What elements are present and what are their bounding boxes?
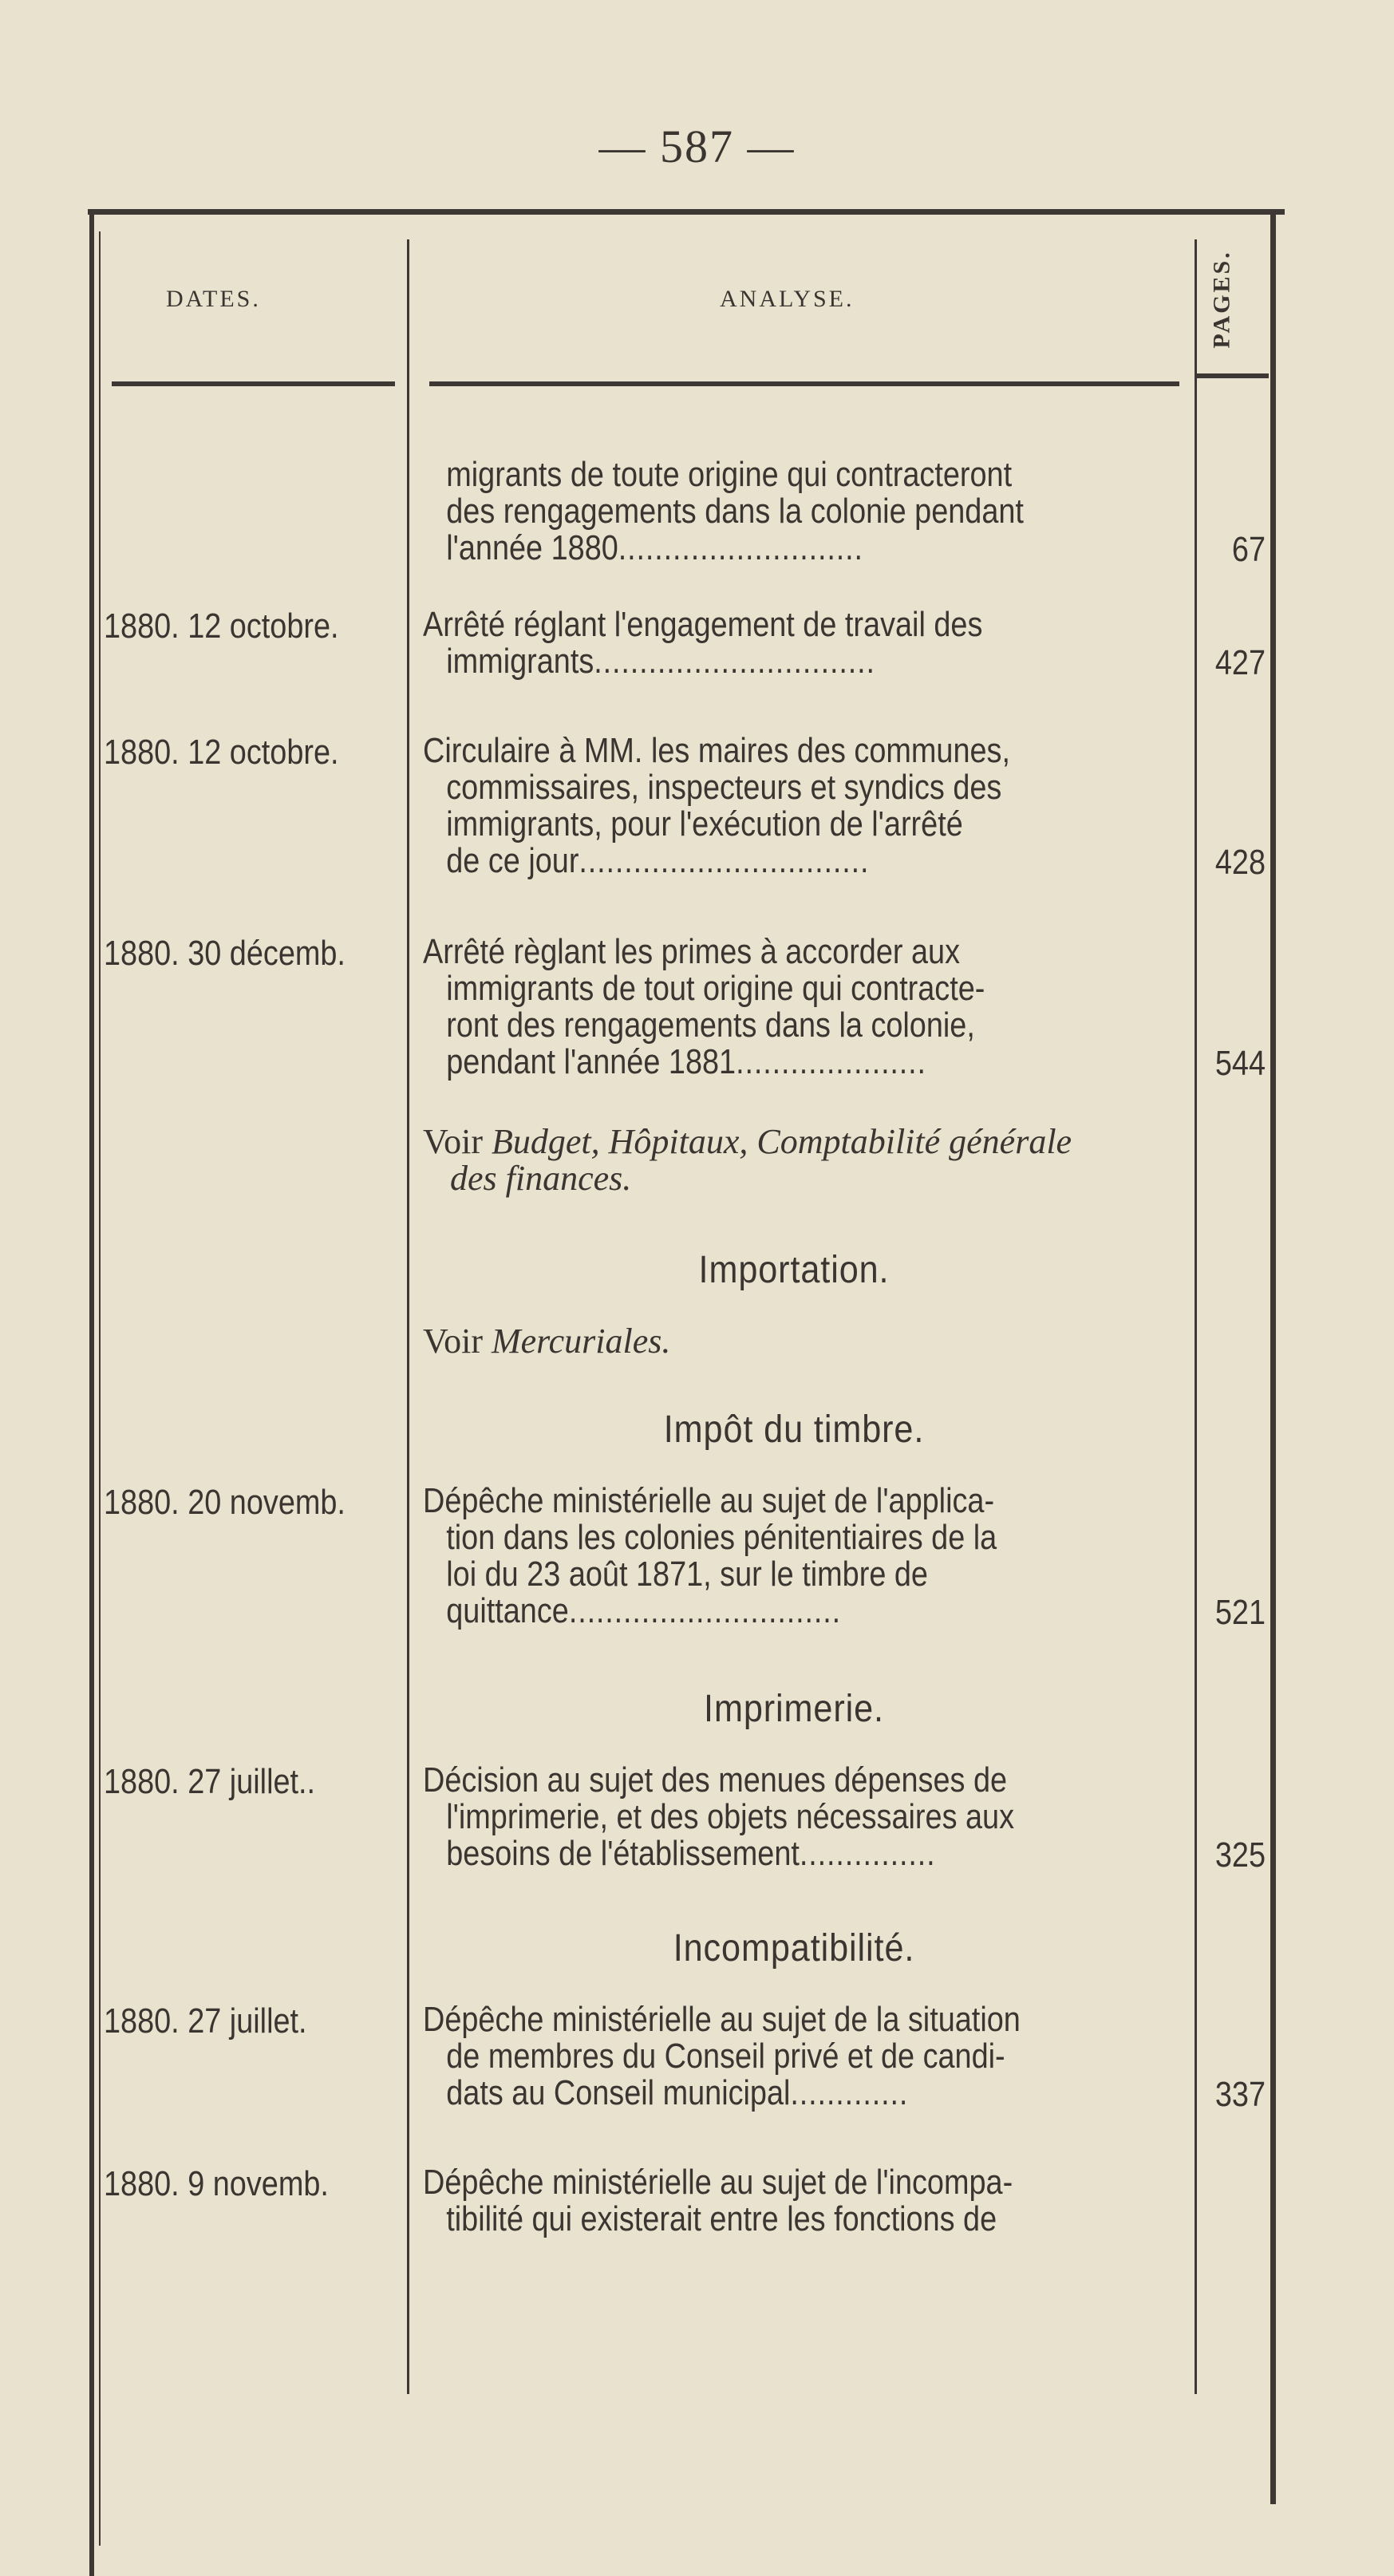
entry-date: 1880. 27 juillet.. [104,1762,316,1801]
see-also-note: Voir Mercuriales. [423,1322,671,1361]
header-analyse: ANALYSE. [720,286,855,312]
entry-page: 428 [1214,843,1266,882]
table-top-rule [88,209,1285,215]
header-pages-rule [1197,373,1269,378]
entry-page: 544 [1214,1044,1266,1083]
entry-analysis: Circulaire à MM. les maires des communes, commissaires, inspecteurs et syndics des immigrants, pour l'exécution de l'arrêté de ce jour................................ [423,731,1010,880]
entry-page: 427 [1214,643,1266,682]
header-analyse-rule [429,381,1179,386]
table-right-border [1270,214,1276,2504]
entry-date: 1880. 27 juillet. [104,2001,307,2041]
entry-date: 1880. 20 novemb. [104,1483,346,1522]
entry-page: 521 [1214,1593,1266,1632]
entry-date: 1880. 30 décemb. [104,934,346,973]
entry-date: 1880. 12 octobre. [104,606,339,646]
entry-analysis: Dépêche ministérielle au sujet de l'applica- tion dans les colonies pénitentiaires de la loi du 23 août 1871, sur le timbre de quittance.............................. [423,1481,997,1630]
entry-date: 1880. 9 novemb. [104,2164,329,2203]
continuation-entry: migrants de toute origine qui contracteront des rengagements dans la colonie pendant l'année 1880........................... [446,455,1024,567]
section-heading-imprimerie: Imprimerie. [704,1688,884,1730]
continuation-page: 67 [1231,530,1266,569]
see-also-note: Voir Budget, Hôpitaux, Comptabilité générale des finances. [423,1122,1072,1198]
section-heading-impot-du-timbre: Impôt du timbre. [663,1409,925,1451]
entry-page: 337 [1214,2075,1266,2114]
page-number: — 587 — [598,121,796,172]
table-left-border [89,209,94,2576]
section-heading-importation: Importation. [698,1249,890,1291]
entry-analysis: Décision au sujet des menues dépenses de l'imprimerie, et des objets nécessaires aux besoins de l'établissement............... [423,1760,1015,1873]
entry-analysis: Dépêche ministérielle au sujet de l'incompa- tibilité qui existerait entre les fonctions de [423,2163,1013,2238]
entry-analysis: Dépêche ministérielle au sujet de la situation de membres du Conseil privé et de candi- dats au Conseil municipal............. [423,2000,1021,2112]
header-pages: PAGES. [1209,250,1236,349]
entry-analysis: Arrêté réglant l'engagement de travail des immigrants............................... [423,605,983,681]
entry-analysis: Arrêté règlant les primes à accorder aux immigrants de tout origine qui contracte- ront des rengagements dans la colonie, pendant l'année 1881..................... [423,932,985,1081]
table-left-border-inner [99,231,101,2546]
section-heading-incompatibilite: Incompatibilité. [673,1927,915,1970]
column-divider-dates [407,239,409,2394]
entry-page: 325 [1214,1835,1266,1875]
header-dates-rule [112,381,395,386]
header-dates: DATES. [166,286,261,312]
entry-date: 1880. 12 octobre. [104,733,339,772]
